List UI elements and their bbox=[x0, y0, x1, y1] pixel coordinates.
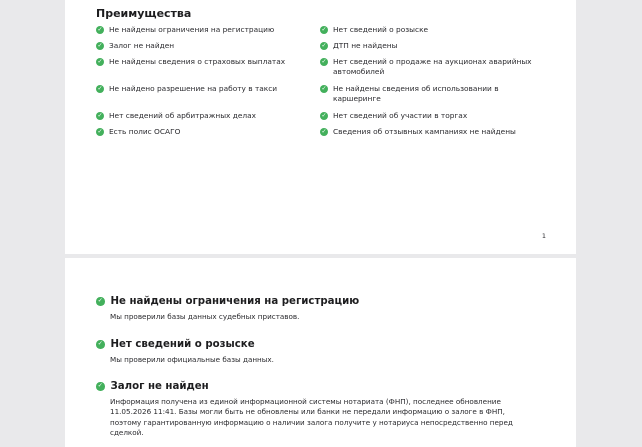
check-circle-icon: ✓ bbox=[321, 26, 327, 33]
section-registration-restrictions bbox=[96, 296, 536, 322]
section-title: Не найдены ограничения на регистрацию bbox=[110, 296, 360, 307]
check-circle-icon: ✓ bbox=[321, 85, 327, 92]
check-circle-icon: ✓ bbox=[97, 85, 103, 92]
section-body: Мы проверили базы данных судебных приставов. bbox=[110, 312, 300, 321]
advantage-item bbox=[320, 25, 545, 35]
advantage-item bbox=[320, 41, 545, 51]
section-wanted bbox=[96, 339, 536, 365]
report-page-2 bbox=[65, 258, 576, 447]
advantage-text: Не найдено разрешение на работу в такси bbox=[109, 84, 278, 93]
advantage-text: ДТП не найдены bbox=[333, 41, 398, 50]
advantage-item bbox=[320, 57, 545, 77]
check-circle-icon: ✓ bbox=[97, 128, 103, 135]
section-header bbox=[96, 381, 536, 392]
section-title: Нет сведений о розыске bbox=[110, 339, 255, 350]
advantage-item bbox=[96, 127, 306, 137]
advantage-text: Нет сведений о розыске bbox=[333, 25, 429, 34]
advantage-item bbox=[320, 127, 545, 137]
advantage-text: Не найдены сведения об использовании в каршеринге bbox=[333, 84, 499, 103]
check-circle-icon: ✓ bbox=[97, 112, 103, 119]
check-circle-icon: ✓ bbox=[97, 297, 103, 305]
check-circle-icon: ✓ bbox=[321, 58, 327, 65]
section-header bbox=[96, 296, 536, 307]
section-body: Мы проверили официальные базы данных. bbox=[110, 355, 274, 364]
advantage-text: Нет сведений об участии в торгах bbox=[333, 111, 468, 120]
check-circle-icon: ✓ bbox=[97, 26, 103, 33]
advantages-title: Преимущества bbox=[96, 7, 192, 20]
advantage-text: Нет сведений об арбитражных делах bbox=[109, 111, 257, 120]
section-body: Информация получена из единой информационной системы нотариата (ФНП), последнее обновление 11.05.2026 11:41. Базы могли быть не обновлены или банки не передали информацию о залоге в ФНП, поэтому гарантированную информацию о наличии залога получите у нотариуса непосредственно перед сделкой. bbox=[110, 397, 513, 437]
advantage-text: Сведения об отзывных кампаниях не найдены bbox=[333, 127, 516, 136]
advantage-item bbox=[96, 84, 306, 94]
section-header bbox=[96, 339, 536, 350]
advantage-item bbox=[96, 41, 306, 51]
advantage-item bbox=[320, 111, 545, 121]
page-number: 1 bbox=[541, 232, 546, 240]
advantage-text: Есть полис ОСАГО bbox=[109, 127, 181, 136]
check-circle-icon: ✓ bbox=[321, 42, 327, 49]
check-circle-icon: ✓ bbox=[97, 340, 103, 348]
advantage-item bbox=[320, 84, 510, 104]
advantage-item bbox=[96, 25, 306, 35]
check-circle-icon: ✓ bbox=[97, 42, 103, 49]
section-title: Залог не найден bbox=[110, 381, 209, 392]
check-circle-icon: ✓ bbox=[321, 112, 327, 119]
advantage-text: Не найдены ограничения на регистрацию bbox=[109, 25, 275, 34]
advantage-text: Нет сведений о продаже на аукционах аварийных автомобилей bbox=[333, 57, 532, 76]
advantage-item bbox=[96, 111, 306, 121]
advantage-text: Залог не найден bbox=[109, 41, 175, 50]
check-circle-icon: ✓ bbox=[97, 58, 103, 65]
check-circle-icon: ✓ bbox=[97, 382, 103, 390]
section-pledge bbox=[96, 381, 536, 438]
advantage-item bbox=[96, 57, 306, 67]
report-page-1 bbox=[65, 0, 576, 254]
advantage-text: Не найдены сведения о страховых выплатах bbox=[109, 57, 286, 66]
check-circle-icon: ✓ bbox=[321, 128, 327, 135]
